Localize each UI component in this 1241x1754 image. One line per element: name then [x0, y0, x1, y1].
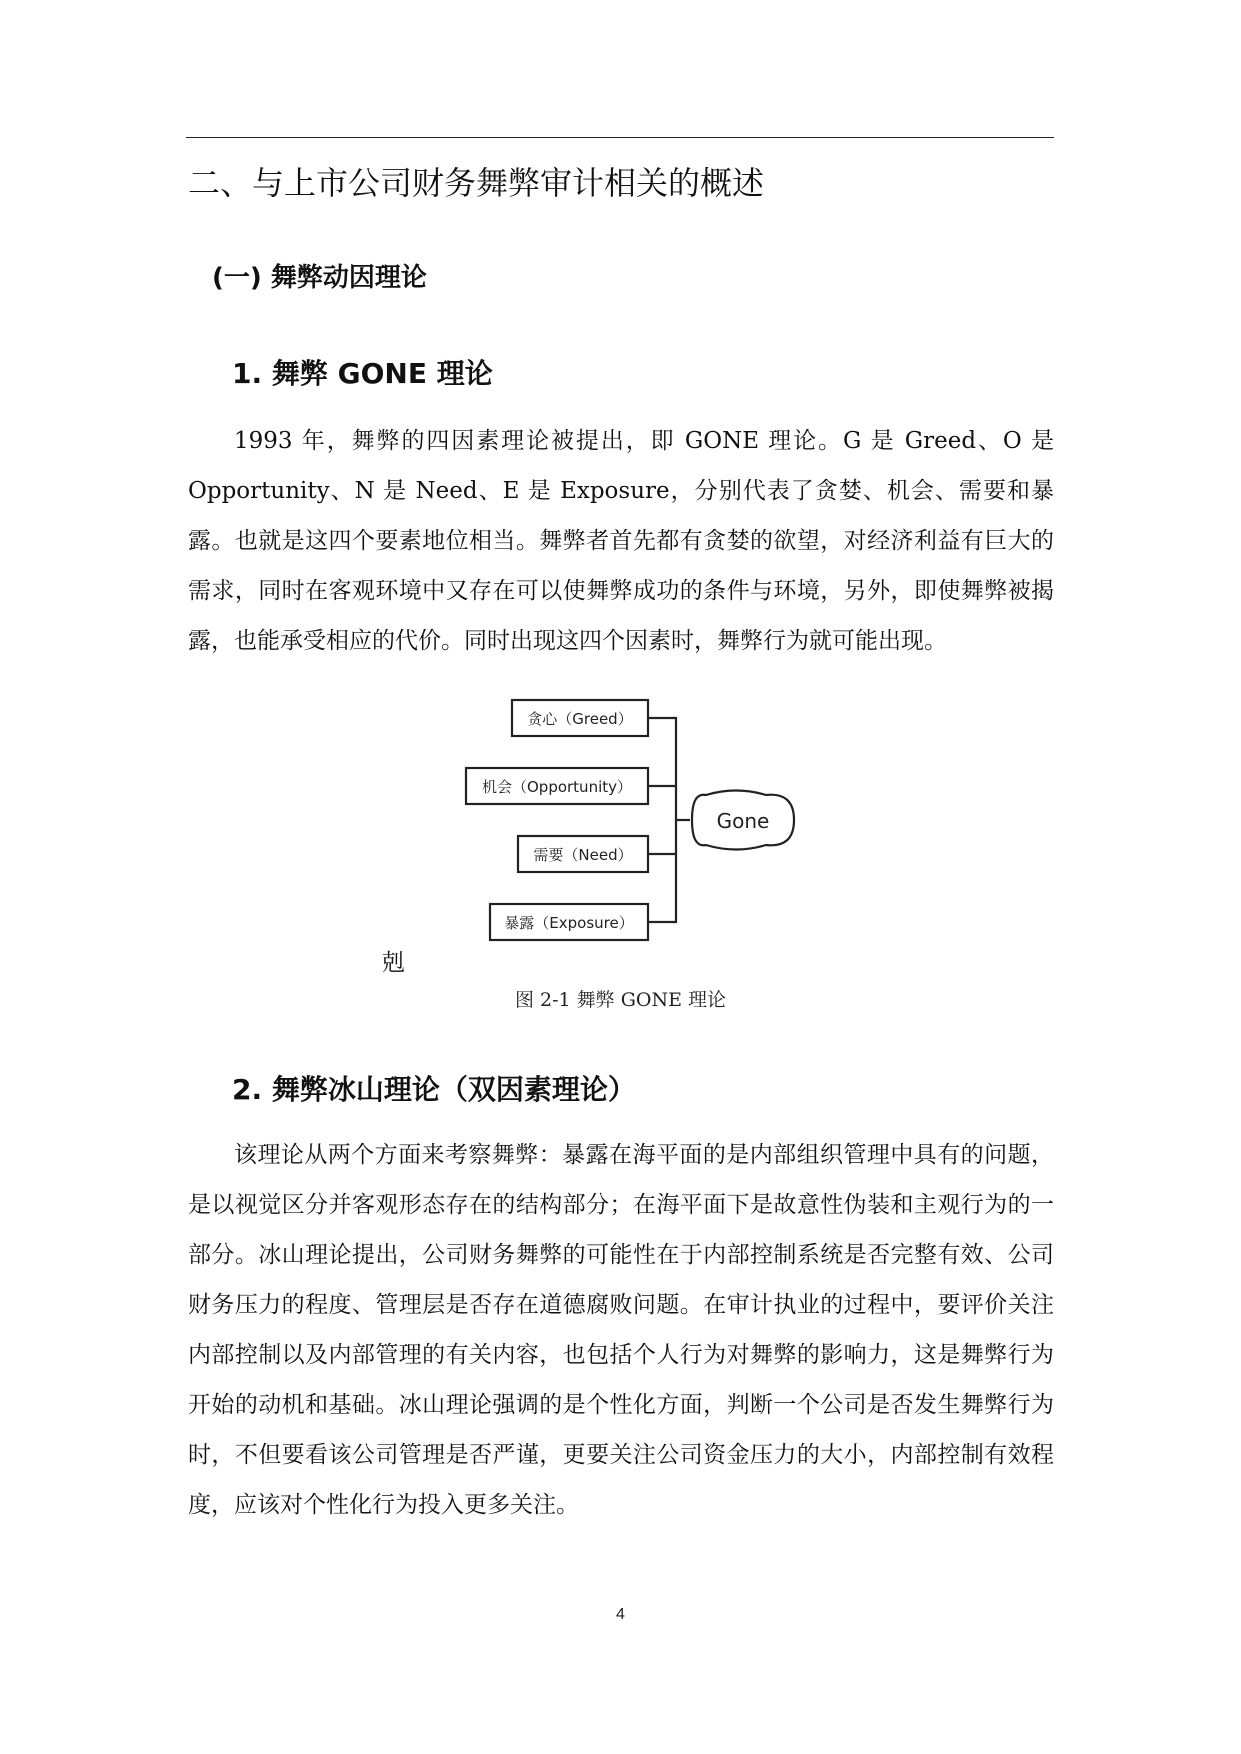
stray-character: 剋: [382, 950, 405, 976]
theory1-heading: 1. 舞弊 GONE 理论: [232, 357, 493, 390]
figure-caption: 图 2-1 舞弊 GONE 理论: [514, 989, 726, 1011]
theory1-paragraph: 1993 年，舞弊的四因素理论被提出，即 GONE 理论。G 是 Greed、O 是 Opportunity、N 是 Need、E 是 Exposure，分别代表了贪婪、机会、需要和暴露。也就是这四个要素地位相当。舞弊者首先都有贪婪的欲望，对经济利益有巨大的需求，同时在客观环境中又存在可以使舞弊成功的条件与环境，另外，即使舞弊被揭露，也能承受相应的代价。同时出现这四个因素时，舞弊行为就可能出现。: [188, 428, 1054, 654]
gone-label: Gone: [716, 809, 770, 833]
factor-label-opportunity: 机会（Opportunity）: [481, 778, 633, 796]
connector-lines: [648, 718, 690, 922]
section-title: 二、与上市公司财务舞弊审计相关的概述: [188, 164, 765, 202]
factor-label-exposure: 暴露（Exposure）: [504, 914, 634, 932]
theory2-paragraph: 该理论从两个方面来考察舞弊：暴露在海平面的是内部组织管理中具有的问题，是以视觉区分并客观形态存在的结构部分；在海平面下是故意性伪装和主观行为的一部分。冰山理论提出，公司财务舞弊的可能性在于内部控制系统是否完整有效、公司财务压力的程度、管理层是否存在道德腐败问题。在审计执业的过程中，要评价关注内部控制以及内部管理的有关内容，也包括个人行为对舞弊的影响力，这是舞弊行为开始的动机和基础。冰山理论强调的是个性化方面，判断一个公司是否发生舞弊行为时，不但要看该公司管理是否严谨，更要关注公司资金压力的大小，内部控制有效程度，应该对个性化行为投入更多关注。: [188, 1142, 1054, 1518]
header-rule: [186, 137, 1054, 138]
theory2-heading: 2. 舞弊冰山理论（双因素理论）: [232, 1073, 636, 1106]
factor-label-need: 需要（Need）: [533, 846, 633, 864]
gone-diagram: [400, 682, 840, 950]
page-number: 4: [616, 1606, 625, 1623]
factor-label-greed: 贪心（Greed）: [527, 710, 633, 728]
subsection-title: (一) 舞弊动因理论: [212, 263, 427, 293]
